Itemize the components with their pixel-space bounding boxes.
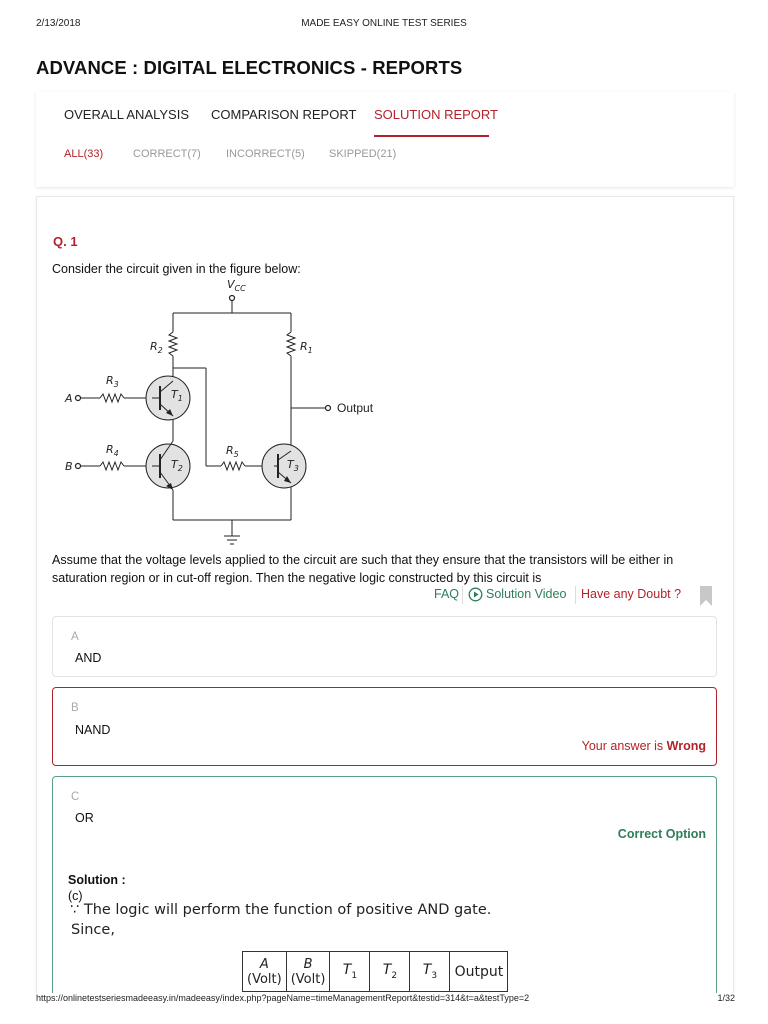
print-header xyxy=(0,18,768,32)
label-input-a: A xyxy=(65,392,73,405)
actions-divider xyxy=(575,586,576,604)
filter-incorrect[interactable]: INCORRECT(5) xyxy=(226,148,305,160)
filter-all[interactable]: ALL(33) xyxy=(64,148,104,160)
option-text: NAND xyxy=(75,723,111,737)
question-actions xyxy=(380,586,715,606)
print-url: https://onlinetestseriesmadeeasy.in/madeeasy/index.php?pageName=timeManagementReport&testid=314&t=a&testType=2 xyxy=(36,993,530,1003)
header-a: A (Volt) xyxy=(243,952,287,992)
label-t3: $T_3$ xyxy=(287,458,299,473)
label-r1: $R_1$ xyxy=(300,340,313,355)
solution-video-link[interactable]: Solution Video xyxy=(486,587,567,601)
input-a-terminal xyxy=(76,396,81,401)
option-b[interactable] xyxy=(52,687,717,766)
transistor-t3-symbol xyxy=(262,444,306,488)
page-title: ADVANCE : DIGITAL ELECTRONICS - REPORTS xyxy=(36,57,463,78)
option-letter: A xyxy=(71,631,79,643)
wrong-answer-message: Your answer is Wrong xyxy=(581,739,706,753)
option-text: OR xyxy=(75,811,94,825)
circuit-diagram xyxy=(56,276,386,556)
solution-explanation: ∵ The logic will perform the function of positive AND gate. xyxy=(70,902,492,918)
solution-since: Since, xyxy=(71,922,115,938)
label-vcc: $V_{CC}$ xyxy=(227,278,246,293)
print-page-number: 1/32 xyxy=(717,993,735,1003)
label-t2: $T_2$ xyxy=(171,458,183,473)
output-terminal xyxy=(326,406,331,411)
faq-link[interactable]: FAQ xyxy=(434,587,460,601)
header-t3: $T_3$ xyxy=(410,952,450,992)
print-footer xyxy=(0,993,768,1024)
report-tabs-card xyxy=(36,92,734,187)
truth-table-header-row xyxy=(243,952,508,992)
question-text: Consider the circuit given in the figure below: xyxy=(52,262,301,276)
transistor-t1-symbol xyxy=(146,376,190,420)
transistor-t2-symbol xyxy=(146,441,190,490)
truth-table xyxy=(242,951,508,992)
option-letter: B xyxy=(71,702,79,714)
solution-answer: (c) xyxy=(68,889,83,903)
print-date: 2/13/2018 xyxy=(36,18,81,29)
header-output: Output xyxy=(450,952,508,992)
label-r4: $R_4$ xyxy=(106,443,119,458)
play-circle-icon[interactable] xyxy=(468,587,483,602)
label-input-b: B xyxy=(65,460,73,473)
filter-skipped[interactable]: SKIPPED(21) xyxy=(329,148,397,160)
label-r5: $R_5$ xyxy=(226,444,239,459)
correct-option-message: Correct Option xyxy=(617,827,706,841)
actions-divider xyxy=(462,586,463,604)
header-t1: $T_1$ xyxy=(330,952,370,992)
bookmark-icon[interactable] xyxy=(700,586,712,606)
tab-overall-analysis[interactable]: OVERALL ANALYSIS xyxy=(64,107,190,122)
solution-heading: Solution : xyxy=(68,873,126,887)
option-a[interactable] xyxy=(52,616,717,677)
print-site-title: MADE EASY ONLINE TEST SERIES xyxy=(301,18,467,29)
label-t1: $T_1$ xyxy=(171,388,183,403)
filter-correct[interactable]: CORRECT(7) xyxy=(133,148,201,160)
header-t2: $T_2$ xyxy=(370,952,410,992)
header-b: B (Volt) xyxy=(286,952,330,992)
label-r3: $R_3$ xyxy=(106,374,119,389)
option-letter: C xyxy=(71,791,80,803)
tab-comparison-report[interactable]: COMPARISON REPORT xyxy=(211,107,357,122)
label-output: Output xyxy=(337,401,374,415)
option-text: AND xyxy=(75,651,102,665)
tab-solution-report[interactable]: SOLUTION REPORT xyxy=(374,107,499,122)
active-tab-underline xyxy=(374,135,489,137)
have-doubt-link[interactable]: Have any Doubt ? xyxy=(581,587,682,601)
label-r2: $R_2$ xyxy=(150,340,163,355)
vcc-terminal xyxy=(230,296,235,301)
question-text-continued: Assume that the voltage levels applied to the circuit are such that they ensure that the transistors will be either in saturation region or in cut-off region. Then the negative logic constructed by this circuit is xyxy=(52,553,674,585)
input-b-terminal xyxy=(76,464,81,469)
question-number: Q. 1 xyxy=(53,234,78,249)
